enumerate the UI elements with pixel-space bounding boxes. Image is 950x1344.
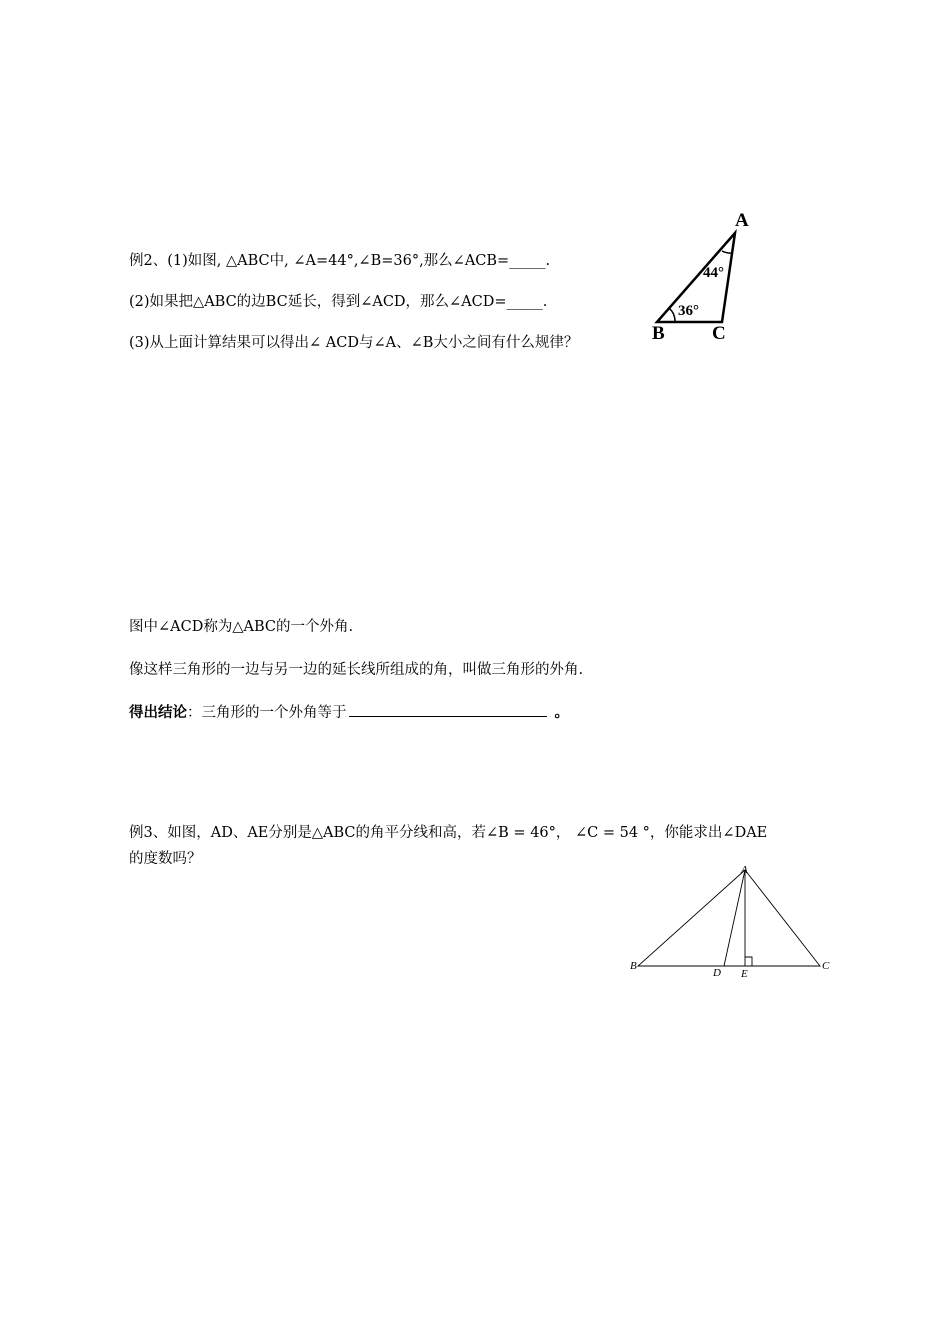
figure1-angle-b: 36° (678, 303, 699, 319)
example2-question-1: 例2、(1)如图, △ABC中, ∠A=44°,∠B=36°,那么∠ACB=_____. (129, 253, 551, 269)
conclusion-label: 得出结论 (129, 705, 187, 721)
angle-b-arc (669, 308, 675, 322)
example3-line-1: 例3、如图，AD、AE分别是△ABC的角平分线和高，若∠B = 46°， ∠C = 54 °，你能求出∠DAE (129, 825, 768, 841)
definition-line-1: 图中∠ACD称为△ABC的一个外角. (129, 619, 354, 635)
figure1-label-a: A (735, 210, 749, 231)
conclusion-line (129, 702, 569, 723)
example2-question-3: (3)从上面计算结果可以得出∠ ACD与∠A、∠B大小之间有什么规律？ (129, 335, 579, 351)
figure1-label-c: C (712, 323, 726, 344)
right-angle-mark (745, 957, 752, 966)
figure2-label-e: E (741, 968, 748, 980)
conclusion-text: ：三角形的一个外角等于 (187, 705, 347, 721)
conclusion-end: 。 (554, 705, 569, 721)
figure1-angle-a: 44° (703, 265, 724, 281)
example3-line-2: 的度数吗？ (129, 851, 202, 867)
figure2-label-c: C (822, 960, 830, 972)
triangle-abc-2-outline (638, 870, 820, 966)
figure2-label-b: B (630, 960, 637, 972)
definition-line-2: 像这样三角形的一边与另一边的延长线所组成的角，叫做三角形的外角. (129, 662, 584, 678)
angle-bisector-ad (724, 870, 745, 966)
figure2-label-a: A (741, 864, 748, 876)
example2-question-2: (2)如果把△ABC的边BC延长，得到∠ACD，那么∠ACD=_____. (129, 294, 548, 310)
conclusion-answer-blank[interactable] (349, 702, 547, 717)
figure2-label-d: D (713, 967, 721, 979)
figure1-label-b: B (652, 323, 665, 344)
triangle-figure-1 (640, 205, 760, 345)
triangle-figure-2 (625, 862, 840, 982)
